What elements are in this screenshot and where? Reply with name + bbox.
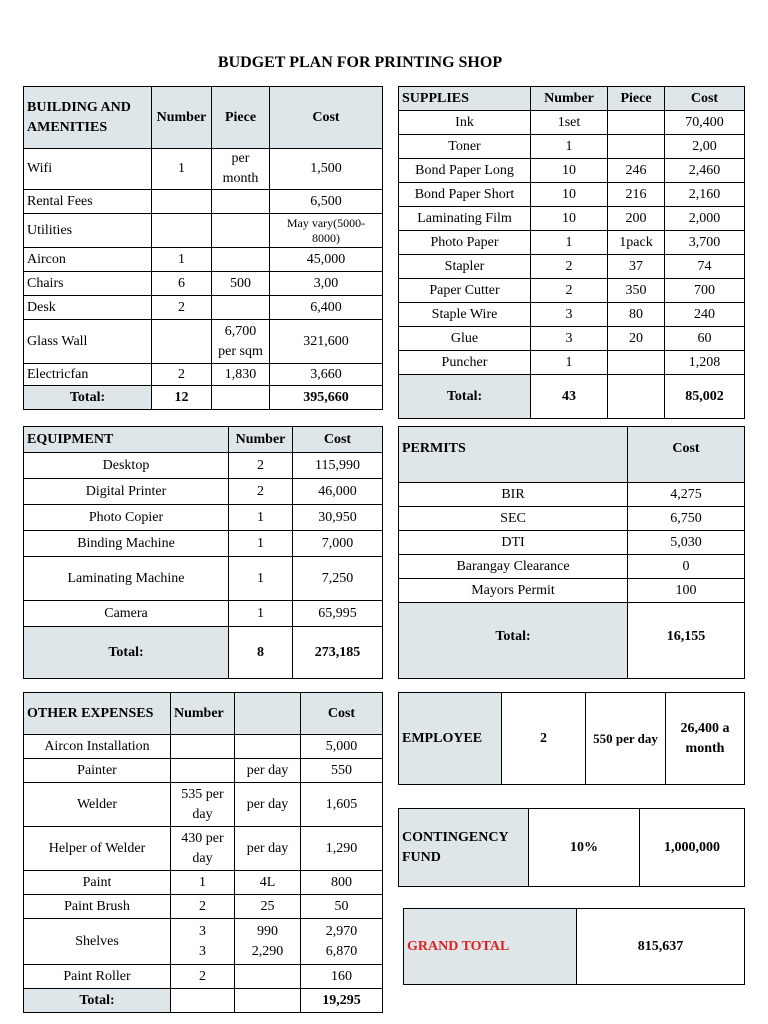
employee-number: 2 — [502, 693, 586, 785]
total-label: Total: — [24, 627, 229, 679]
item-number — [152, 214, 212, 248]
item-name: Electricfan — [24, 364, 152, 386]
item-cost: 70,400 — [665, 111, 745, 135]
total-label: Total: — [24, 386, 152, 410]
supplies-col-number: Number — [531, 87, 608, 111]
item-name: Ink — [399, 111, 531, 135]
table-row — [24, 895, 383, 919]
item-number: 2 — [229, 453, 293, 479]
item-cost: May vary(5000-8000) — [270, 214, 383, 248]
table-row — [24, 601, 383, 627]
shelves-number-2: 3 — [199, 943, 206, 959]
item-number: 2 — [171, 895, 235, 919]
item-name: Utilities — [24, 214, 152, 248]
item-piece — [235, 735, 301, 759]
item-name: Aircon — [24, 248, 152, 272]
item-piece: 246 — [608, 159, 665, 183]
table-row — [24, 919, 383, 965]
grand-total-value: 815,637 — [577, 909, 745, 985]
item-name: SEC — [399, 507, 628, 531]
other-col-piece — [235, 693, 301, 735]
table-row — [24, 557, 383, 601]
item-piece — [235, 919, 301, 965]
item-piece — [608, 111, 665, 135]
table-row — [24, 479, 383, 505]
employee-label: EMPLOYEE — [399, 693, 502, 785]
permits-heading: PERMITS — [399, 427, 628, 483]
item-name: Staple Wire — [399, 303, 531, 327]
building-col-number: Number — [152, 87, 212, 149]
item-name: Bond Paper Short — [399, 183, 531, 207]
item-cost: 46,000 — [293, 479, 383, 505]
item-name: Barangay Clearance — [399, 555, 628, 579]
total-label: Total: — [399, 603, 628, 679]
item-cost: 65,995 — [293, 601, 383, 627]
item-cost: 50 — [301, 895, 383, 919]
item-cost: 1,500 — [270, 149, 383, 190]
item-piece — [212, 214, 270, 248]
supplies-col-piece: Piece — [608, 87, 665, 111]
item-cost: 1,208 — [665, 351, 745, 375]
total-piece — [608, 375, 665, 419]
table-row — [399, 279, 745, 303]
supplies-heading: SUPPLIES — [399, 87, 531, 111]
item-number: 1 — [152, 248, 212, 272]
table-row — [399, 303, 745, 327]
table-row — [24, 296, 383, 320]
item-cost: 5,000 — [301, 735, 383, 759]
table-row — [24, 871, 383, 895]
total-row — [24, 989, 383, 1013]
building-heading: BUILDING AND AMENITIES — [24, 87, 152, 149]
item-piece — [608, 351, 665, 375]
item-name: Mayors Permit — [399, 579, 628, 603]
total-piece — [235, 989, 301, 1013]
total-number: 12 — [152, 386, 212, 410]
item-name: Puncher — [399, 351, 531, 375]
item-name: Paper Cutter — [399, 279, 531, 303]
item-cost — [301, 919, 383, 965]
item-cost: 6,750 — [628, 507, 745, 531]
employee-table — [398, 692, 745, 785]
shelves-piece-1: 990 — [257, 923, 278, 939]
item-number: 10 — [531, 183, 608, 207]
item-name: Camera — [24, 601, 229, 627]
item-piece: 80 — [608, 303, 665, 327]
item-cost: 1,290 — [301, 827, 383, 871]
building-amenities-table — [23, 86, 383, 410]
table-row — [399, 231, 745, 255]
table-row — [24, 214, 383, 248]
other-expenses-table — [23, 692, 383, 1013]
item-piece: 216 — [608, 183, 665, 207]
item-piece: 4L — [235, 871, 301, 895]
item-number: 1 — [171, 871, 235, 895]
table-row — [399, 135, 745, 159]
contingency-table — [398, 808, 745, 887]
item-piece: per month — [212, 149, 270, 190]
item-piece: per day — [235, 827, 301, 871]
employee-monthly: 26,400 a month — [666, 693, 745, 785]
item-piece: 500 — [212, 272, 270, 296]
item-name: Rental Fees — [24, 190, 152, 214]
item-name: Desk — [24, 296, 152, 320]
item-number: 2 — [171, 965, 235, 989]
table-row — [24, 965, 383, 989]
total-label: Total: — [399, 375, 531, 419]
table-row — [399, 531, 745, 555]
table-row — [399, 255, 745, 279]
grand-total-table — [403, 908, 745, 985]
item-number: 430 per day — [171, 827, 235, 871]
supplies-col-cost: Cost — [665, 87, 745, 111]
item-number: 1 — [229, 531, 293, 557]
item-name: Aircon Installation — [24, 735, 171, 759]
table-row — [399, 351, 745, 375]
table-row — [24, 149, 383, 190]
item-cost: 3,00 — [270, 272, 383, 296]
item-piece: 37 — [608, 255, 665, 279]
item-piece: 1pack — [608, 231, 665, 255]
total-cost: 19,295 — [301, 989, 383, 1013]
other-col-number: Number — [171, 693, 235, 735]
grand-total-label: GRAND TOTAL — [404, 909, 577, 985]
item-cost: 800 — [301, 871, 383, 895]
contingency-amount: 1,000,000 — [640, 809, 745, 887]
item-number: 3 — [531, 303, 608, 327]
item-number — [152, 190, 212, 214]
item-number: 1 — [229, 601, 293, 627]
item-cost: 550 — [301, 759, 383, 783]
item-cost: 2,460 — [665, 159, 745, 183]
total-cost: 16,155 — [628, 603, 745, 679]
item-piece — [212, 296, 270, 320]
item-name: Paint — [24, 871, 171, 895]
item-cost: 7,000 — [293, 531, 383, 557]
item-number: 1 — [531, 351, 608, 375]
item-piece: per day — [235, 759, 301, 783]
item-number: 10 — [531, 207, 608, 231]
item-number: 2 — [229, 479, 293, 505]
item-name: Glass Wall — [24, 320, 152, 364]
item-number: 1 — [531, 231, 608, 255]
table-row — [399, 579, 745, 603]
item-number: 10 — [531, 159, 608, 183]
item-cost: 5,030 — [628, 531, 745, 555]
item-piece: 20 — [608, 327, 665, 351]
item-number: 3 — [531, 327, 608, 351]
item-cost: 2,160 — [665, 183, 745, 207]
contingency-percent: 10% — [529, 809, 640, 887]
item-number — [152, 320, 212, 364]
shelves-piece-2: 2,290 — [251, 943, 284, 959]
table-row — [399, 159, 745, 183]
permits-table — [398, 426, 745, 679]
other-heading: OTHER EXPENSES — [24, 693, 171, 735]
item-name: Paint Brush — [24, 895, 171, 919]
item-piece: 6,700 per sqm — [212, 320, 270, 364]
table-row — [24, 531, 383, 557]
item-name: Laminating Machine — [24, 557, 229, 601]
table-row — [24, 320, 383, 364]
table-row — [24, 453, 383, 479]
item-number: 1 — [152, 149, 212, 190]
item-name: Wifi — [24, 149, 152, 190]
table-row — [24, 783, 383, 827]
item-name: Digital Printer — [24, 479, 229, 505]
building-col-piece: Piece — [212, 87, 270, 149]
table-row — [399, 111, 745, 135]
total-cost: 273,185 — [293, 627, 383, 679]
employee-rate: 550 per day — [586, 693, 666, 785]
item-name: Welder — [24, 783, 171, 827]
item-name: Photo Copier — [24, 505, 229, 531]
item-cost: 2,000 — [665, 207, 745, 231]
equipment-col-number: Number — [229, 427, 293, 453]
total-row — [399, 375, 745, 419]
contingency-label: CONTINGENCY FUND — [399, 809, 529, 887]
item-piece — [235, 965, 301, 989]
item-cost: 3,700 — [665, 231, 745, 255]
item-number — [171, 735, 235, 759]
table-row — [399, 507, 745, 531]
shelves-cost-1: 2,970 — [325, 923, 358, 939]
total-number: 8 — [229, 627, 293, 679]
table-row — [24, 190, 383, 214]
total-row — [24, 627, 383, 679]
item-number: 2 — [531, 279, 608, 303]
item-number — [171, 759, 235, 783]
item-number: 1 — [531, 135, 608, 159]
table-row — [399, 555, 745, 579]
table-row — [24, 364, 383, 386]
table-row — [399, 483, 745, 507]
permits-col-cost: Cost — [628, 427, 745, 483]
item-cost: 7,250 — [293, 557, 383, 601]
item-cost: 45,000 — [270, 248, 383, 272]
table-row — [24, 272, 383, 296]
item-cost: 4,275 — [628, 483, 745, 507]
item-cost: 1,605 — [301, 783, 383, 827]
item-name: Painter — [24, 759, 171, 783]
item-cost: 6,500 — [270, 190, 383, 214]
item-piece — [212, 190, 270, 214]
item-name: Chairs — [24, 272, 152, 296]
item-cost: 100 — [628, 579, 745, 603]
item-number: 1 — [229, 557, 293, 601]
item-piece — [608, 135, 665, 159]
item-name: DTI — [399, 531, 628, 555]
total-number: 43 — [531, 375, 608, 419]
item-cost: 74 — [665, 255, 745, 279]
item-name: Shelves — [24, 919, 171, 965]
item-cost: 30,950 — [293, 505, 383, 531]
item-name: Stapler — [399, 255, 531, 279]
item-name: Toner — [399, 135, 531, 159]
total-cost: 85,002 — [665, 375, 745, 419]
item-number: 2 — [152, 364, 212, 386]
item-piece — [212, 248, 270, 272]
total-number — [171, 989, 235, 1013]
item-name: Binding Machine — [24, 531, 229, 557]
item-number: 1set — [531, 111, 608, 135]
shelves-number-1: 3 — [199, 923, 206, 939]
item-name: Laminating Film — [399, 207, 531, 231]
item-piece: per day — [235, 783, 301, 827]
item-name: Photo Paper — [399, 231, 531, 255]
table-row — [24, 759, 383, 783]
item-cost: 321,600 — [270, 320, 383, 364]
supplies-table — [398, 86, 745, 419]
item-number: 2 — [531, 255, 608, 279]
item-number: 535 per day — [171, 783, 235, 827]
total-label: Total: — [24, 989, 171, 1013]
table-row — [24, 735, 383, 759]
shelves-cost-2: 6,870 — [325, 943, 358, 959]
table-row — [399, 207, 745, 231]
table-row — [24, 248, 383, 272]
item-name: Glue — [399, 327, 531, 351]
item-cost: 115,990 — [293, 453, 383, 479]
item-cost: 0 — [628, 555, 745, 579]
total-piece — [212, 386, 270, 410]
table-row — [24, 827, 383, 871]
item-piece: 200 — [608, 207, 665, 231]
building-col-cost: Cost — [270, 87, 383, 149]
total-cost: 395,660 — [270, 386, 383, 410]
item-name: BIR — [399, 483, 628, 507]
item-number: 6 — [152, 272, 212, 296]
item-cost: 2,00 — [665, 135, 745, 159]
equipment-heading: EQUIPMENT — [24, 427, 229, 453]
table-row — [24, 505, 383, 531]
item-cost: 6,400 — [270, 296, 383, 320]
item-number: 1 — [229, 505, 293, 531]
equipment-col-cost: Cost — [293, 427, 383, 453]
item-number — [171, 919, 235, 965]
total-row — [24, 386, 383, 410]
other-col-cost: Cost — [301, 693, 383, 735]
page-title: BUDGET PLAN FOR PRINTING SHOP — [217, 54, 503, 71]
item-cost: 700 — [665, 279, 745, 303]
item-number: 2 — [152, 296, 212, 320]
item-piece: 25 — [235, 895, 301, 919]
item-name: Paint Roller — [24, 965, 171, 989]
equipment-table — [23, 426, 383, 679]
table-row — [399, 327, 745, 351]
table-row — [399, 183, 745, 207]
item-name: Helper of Welder — [24, 827, 171, 871]
item-cost: 240 — [665, 303, 745, 327]
total-row — [399, 603, 745, 679]
item-cost: 3,660 — [270, 364, 383, 386]
item-piece: 350 — [608, 279, 665, 303]
item-cost: 60 — [665, 327, 745, 351]
item-cost: 160 — [301, 965, 383, 989]
item-piece: 1,830 — [212, 364, 270, 386]
item-name: Desktop — [24, 453, 229, 479]
item-name: Bond Paper Long — [399, 159, 531, 183]
